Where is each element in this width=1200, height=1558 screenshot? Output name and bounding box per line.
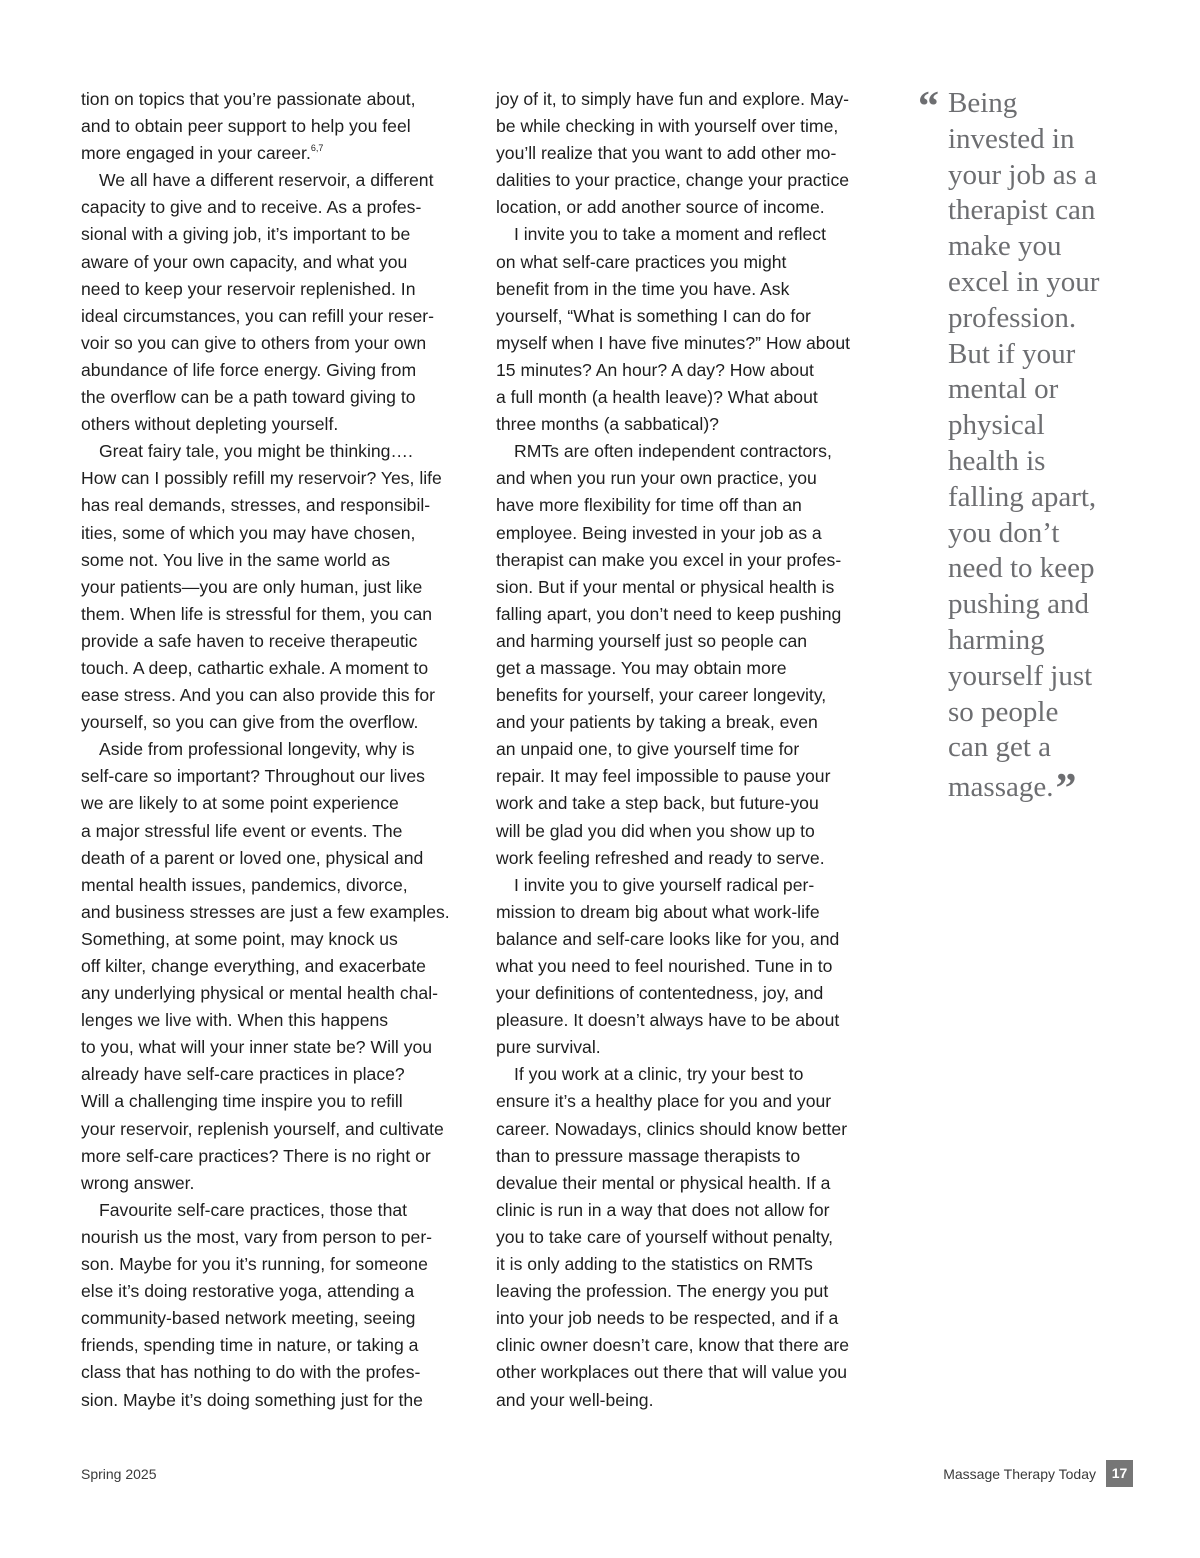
line-text: ease stress. And you can also provide this for: [81, 685, 436, 706]
text-line: [496, 845, 891, 872]
pull-quote-text: excel in your: [948, 265, 1100, 298]
line-text: self-care so important? Throughout our lives: [81, 766, 425, 787]
footer-magazine-title: Massage Therapy Today: [943, 1466, 1096, 1482]
line-text: balance and self-care looks like for you, and: [496, 928, 840, 949]
text-line: [81, 1197, 476, 1224]
line-text: ensure it’s a healthy place for you and your: [496, 1091, 832, 1112]
line-text: off kilter, change everything, and exacerbate: [81, 956, 426, 976]
line-text: I invite you to take a moment and reflect: [514, 224, 826, 245]
line-text: Great fairy tale, you might be thinking….: [99, 441, 413, 462]
line-text: mission to dream big about what work-life: [496, 901, 820, 922]
pull-quote-line: [918, 587, 1118, 623]
close-quote-mark: ”: [1055, 766, 1077, 813]
text-line: [81, 655, 476, 682]
text-line: [496, 113, 891, 140]
pull-quote-text: pushing and: [948, 588, 1089, 621]
text-line: [496, 601, 891, 628]
line-text: aware of your own capacity, and what you: [81, 251, 408, 272]
text-line: [81, 1170, 476, 1197]
text-line: [81, 1359, 476, 1386]
pull-quote-text: But if your: [948, 337, 1076, 370]
line-text: friends, spending time in nature, or taking a: [81, 1335, 419, 1356]
pull-quote-line: [918, 730, 1118, 766]
text-line: [496, 547, 891, 574]
text-line: [81, 926, 476, 953]
line-text: your definitions of contentedness, joy, and: [496, 983, 824, 1004]
line-text: Favourite self-care practices, those that: [99, 1199, 408, 1220]
pull-quote-line: [918, 623, 1118, 659]
text-line: [496, 411, 891, 438]
line-text: Something, at some point, may knock us: [81, 928, 398, 949]
pull-quote-text: need to keep: [948, 552, 1095, 585]
text-line: [496, 492, 891, 519]
line-text: clinic is run in a way that does not allow for: [496, 1199, 830, 1220]
pull-quote-line: [918, 158, 1118, 194]
line-text: a major stressful life event or events. The: [81, 820, 403, 841]
footer-issue-date: Spring 2025: [81, 1466, 157, 1482]
text-line: [81, 140, 476, 167]
line-text: yourself, so you can give from the overflow.: [81, 712, 419, 733]
line-text: tion on topics that you’re passionate about,: [81, 89, 416, 109]
line-text: capacity to give and to receive. As a profes-: [81, 197, 422, 218]
text-line: [496, 357, 891, 384]
line-text: nourish us the most, vary from person to per-: [81, 1226, 433, 1247]
text-line: [81, 167, 476, 194]
pull-quote-line: [918, 695, 1118, 731]
text-line: [496, 872, 891, 899]
text-line: [496, 709, 891, 736]
line-text: to you, what will your inner state be? Will you: [81, 1037, 433, 1058]
pull-quote-text: invested in: [948, 122, 1075, 155]
line-text: clinic owner doesn’t care, know that there are: [496, 1335, 850, 1356]
line-text: what you need to feel nourished. Tune in to: [496, 956, 833, 976]
text-line: [81, 872, 476, 899]
pull-quote-text: you don’t: [948, 516, 1060, 549]
text-line: [496, 465, 891, 492]
pull-quote-text: Being: [948, 87, 1018, 119]
text-line: [496, 1332, 891, 1359]
text-line: [496, 86, 891, 113]
line-text: class that has nothing to do with the profes-: [81, 1362, 421, 1383]
text-line: [81, 492, 476, 519]
line-text: community-based network meeting, seeing: [81, 1308, 416, 1329]
line-text: career. Nowadays, clinics should know better: [496, 1118, 848, 1139]
pull-quote: [918, 84, 1118, 813]
text-line: [81, 438, 476, 465]
text-line: [81, 1034, 476, 1061]
line-text: wrong answer.: [81, 1172, 195, 1193]
pull-quote-line: [918, 766, 1118, 813]
pull-quote-text: your job as a: [948, 158, 1097, 191]
body-column-middle: [496, 86, 891, 1414]
line-text: some not. You live in the same world as: [81, 549, 391, 570]
pull-quote-line: [918, 551, 1118, 587]
text-line: [496, 1088, 891, 1115]
line-text: Aside from professional longevity, why is: [99, 739, 415, 760]
line-text: it is only adding to the statistics on RMTs: [496, 1254, 813, 1275]
text-line: [81, 736, 476, 763]
pull-quote-text: falling apart,: [948, 480, 1097, 513]
pull-quote-line: [918, 193, 1118, 229]
line-text: mental health issues, pandemics, divorce,: [81, 874, 408, 895]
pull-quote-text: health is: [948, 444, 1046, 477]
line-text: employee. Being invested in your job as a: [496, 522, 822, 543]
line-text: we are likely to at some point experience: [81, 793, 399, 814]
line-text: work feeling refreshed and ready to serve.: [496, 847, 825, 868]
line-text: on what self-care practices you might: [496, 251, 787, 272]
line-text: and your patients by taking a break, even: [496, 712, 818, 733]
text-line: [81, 601, 476, 628]
text-line: [81, 1387, 476, 1414]
text-line: [81, 899, 476, 926]
text-line: [81, 1224, 476, 1251]
line-text: We all have a different reservoir, a different: [99, 170, 434, 191]
text-line: [81, 845, 476, 872]
line-text: you’ll realize that you want to add other mo-: [496, 143, 837, 164]
text-line: [496, 384, 891, 411]
text-line: [81, 194, 476, 221]
text-line: [81, 249, 476, 276]
line-text: other workplaces out there that will value you: [496, 1362, 848, 1383]
pull-quote-text: so people: [948, 695, 1059, 728]
text-line: [81, 1251, 476, 1278]
line-text: provide a safe haven to receive therapeutic: [81, 630, 418, 651]
text-line: [81, 303, 476, 330]
text-line: [496, 249, 891, 276]
text-line: [81, 113, 476, 140]
line-text: lenges we live with. When this happens: [81, 1010, 389, 1031]
text-line: [496, 1305, 891, 1332]
text-line: [496, 1007, 891, 1034]
page-number: 17: [1106, 1460, 1133, 1487]
open-quote-mark: “: [918, 84, 939, 130]
text-line: [496, 953, 891, 980]
pull-quote-line: [918, 659, 1118, 695]
line-text: and harming yourself just so people can: [496, 630, 808, 651]
line-text: touch. A deep, cathartic exhale. A moment to: [81, 657, 429, 678]
line-text: If you work at a clinic, try your best to: [514, 1064, 804, 1085]
line-text: into your job needs to be respected, and if a: [496, 1308, 839, 1329]
pull-quote-text: yourself just: [948, 659, 1093, 692]
line-text: abundance of life force energy. Giving from: [81, 359, 417, 380]
text-line: [81, 1061, 476, 1088]
line-text: benefit from in the time you have. Ask: [496, 278, 790, 299]
line-text: location, or add another source of income.: [496, 197, 825, 218]
line-text: has real demands, stresses, and responsibil-: [81, 495, 431, 516]
text-line: [81, 790, 476, 817]
text-line: [81, 1088, 476, 1115]
text-line: [496, 818, 891, 845]
line-text: and to obtain peer support to help you feel: [81, 116, 411, 137]
text-line: [81, 818, 476, 845]
line-text: your patients—you are only human, just like: [81, 576, 423, 597]
text-line: [81, 953, 476, 980]
line-text: sional with a giving job, it’s important to be: [81, 224, 411, 245]
line-text: else it’s doing restorative yoga, attending a: [81, 1281, 415, 1302]
text-line: [81, 1332, 476, 1359]
text-line: [81, 86, 476, 113]
pull-quote-line: [918, 408, 1118, 444]
pull-quote-line: [918, 516, 1118, 552]
text-line: [81, 520, 476, 547]
line-text: falling apart, you don’t need to keep pushing: [496, 603, 842, 624]
text-line: [496, 682, 891, 709]
text-line: [81, 384, 476, 411]
pull-quote-text: profession.: [948, 301, 1077, 334]
line-text: be while checking in with yourself over time,: [496, 116, 839, 137]
pull-quote-line: [918, 265, 1118, 301]
line-text: them. When life is stressful for them, you can: [81, 603, 433, 624]
text-line: [496, 1061, 891, 1088]
text-line: [496, 330, 891, 357]
text-line: [496, 1359, 891, 1386]
text-line: [81, 465, 476, 492]
pull-quote-text: make you: [948, 230, 1062, 263]
line-text: you to take care of yourself without penalty,: [496, 1226, 834, 1247]
pull-quote-text: can get a: [948, 731, 1052, 764]
text-line: [81, 547, 476, 574]
line-text: the overflow can be a path toward giving to: [81, 387, 416, 408]
text-line: [496, 790, 891, 817]
line-text: yourself, “What is something I can do for: [496, 305, 811, 326]
pull-quote-line: [918, 372, 1118, 408]
line-text: sion. But if your mental or physical health is: [496, 576, 835, 597]
line-text: devalue their mental or physical health. If a: [496, 1172, 831, 1193]
line-text: more engaged in your career.: [81, 143, 311, 164]
text-line: [496, 1143, 891, 1170]
line-text: sion. Maybe it’s doing something just for the: [81, 1389, 423, 1410]
pull-quote-line: [918, 337, 1118, 373]
text-line: [496, 167, 891, 194]
line-text: therapist can make you excel in your profes-: [496, 549, 842, 570]
line-text: repair. It may feel impossible to pause your: [496, 766, 831, 787]
text-line: [496, 1387, 891, 1414]
line-text: leaving the profession. The energy you put: [496, 1281, 829, 1302]
pull-quote-line: [918, 122, 1118, 158]
line-text: need to keep your reservoir replenished. In: [81, 278, 416, 299]
line-text: pleasure. It doesn’t always have to be about: [496, 1010, 840, 1031]
line-text: RMTs are often independent contractors,: [514, 441, 832, 462]
text-line: [496, 763, 891, 790]
pull-quote-line: [918, 229, 1118, 265]
line-text: son. Maybe for you it’s running, for someone: [81, 1254, 428, 1275]
line-text: others without depleting yourself.: [81, 414, 339, 435]
line-text: death of a parent or loved one, physical and: [81, 847, 424, 868]
line-text: more self-care practices? There is no right or: [81, 1145, 431, 1166]
line-text: already have self-care practices in place?: [81, 1064, 405, 1085]
text-line: [496, 1170, 891, 1197]
text-line: [496, 899, 891, 926]
text-line: [496, 628, 891, 655]
text-line: [81, 628, 476, 655]
text-line: [496, 736, 891, 763]
pull-quote-text: physical: [948, 409, 1045, 442]
line-text: joy of it, to simply have fun and explore. May-: [496, 89, 850, 109]
text-line: [496, 276, 891, 303]
text-line: [496, 655, 891, 682]
line-text: pure survival.: [496, 1037, 601, 1058]
text-line: [81, 1007, 476, 1034]
line-text: an unpaid one, to give yourself time for: [496, 739, 800, 760]
line-text: and your well-being.: [496, 1389, 654, 1410]
pull-quote-line: [918, 86, 1118, 122]
text-line: [496, 1278, 891, 1305]
line-text: have more flexibility for time off than an: [496, 495, 802, 516]
text-line: [81, 574, 476, 601]
text-line: [81, 682, 476, 709]
text-line: [496, 1251, 891, 1278]
text-line: [81, 1143, 476, 1170]
line-text: your reservoir, replenish yourself, and cultivate: [81, 1118, 444, 1139]
pull-quote-text: mental or: [948, 373, 1059, 406]
text-line: [81, 709, 476, 736]
text-line: [496, 520, 891, 547]
line-text: dalities to your practice, change your practice: [496, 170, 850, 191]
text-line: [81, 330, 476, 357]
text-line: [81, 357, 476, 384]
line-text: will be glad you did when you show up to: [496, 820, 815, 841]
text-line: [496, 221, 891, 248]
line-text: benefits for yourself, your career longevity,: [496, 685, 827, 706]
text-line: [81, 1278, 476, 1305]
text-line: [496, 1224, 891, 1251]
footnote-reference: 6,7: [310, 143, 324, 154]
line-text: I invite you to give yourself radical per-: [514, 874, 815, 895]
line-text: three months (a sabbatical)?: [496, 414, 719, 435]
line-text: and when you run your own practice, you: [496, 468, 817, 489]
text-line: [81, 1305, 476, 1332]
line-text: get a massage. You may obtain more: [496, 657, 787, 678]
line-text: any underlying physical or mental health chal-: [81, 983, 438, 1004]
line-text: myself when I have five minutes?” How about: [496, 332, 850, 353]
pull-quote-text: therapist can: [948, 194, 1096, 227]
text-line: [496, 980, 891, 1007]
line-text: ities, some of which you may have chosen,: [81, 522, 416, 543]
text-line: [81, 411, 476, 438]
text-line: [81, 1116, 476, 1143]
line-text: than to pressure massage therapists to: [496, 1145, 801, 1166]
text-line: [81, 980, 476, 1007]
line-text: How can I possibly refill my reservoir? Yes, life: [81, 468, 442, 489]
text-line: [496, 574, 891, 601]
line-text: voir so you can give to others from your own: [81, 332, 427, 353]
line-text: work and take a step back, but future-you: [496, 793, 819, 814]
text-line: [496, 926, 891, 953]
pull-quote-line: [918, 301, 1118, 337]
line-text: and business stresses are just a few examples.: [81, 901, 450, 922]
pull-quote-line: [918, 444, 1118, 480]
text-line: [496, 1116, 891, 1143]
line-text: Will a challenging time inspire you to refill: [81, 1091, 403, 1112]
text-line: [81, 763, 476, 790]
text-line: [496, 438, 891, 465]
text-line: [496, 140, 891, 167]
text-line: [496, 1197, 891, 1224]
text-line: [81, 221, 476, 248]
text-line: [496, 1034, 891, 1061]
pull-quote-text: harming: [948, 623, 1045, 656]
pull-quote-line: [918, 480, 1118, 516]
line-text: a full month (a health leave)? What about: [496, 387, 818, 408]
text-line: [496, 303, 891, 330]
line-text: 15 minutes? An hour? A day? How about: [496, 359, 814, 380]
text-line: [81, 276, 476, 303]
text-line: [496, 194, 891, 221]
pull-quote-text: massage.: [948, 771, 1054, 804]
body-column-left: [81, 86, 476, 1414]
line-text: ideal circumstances, you can refill your reser-: [81, 305, 434, 326]
